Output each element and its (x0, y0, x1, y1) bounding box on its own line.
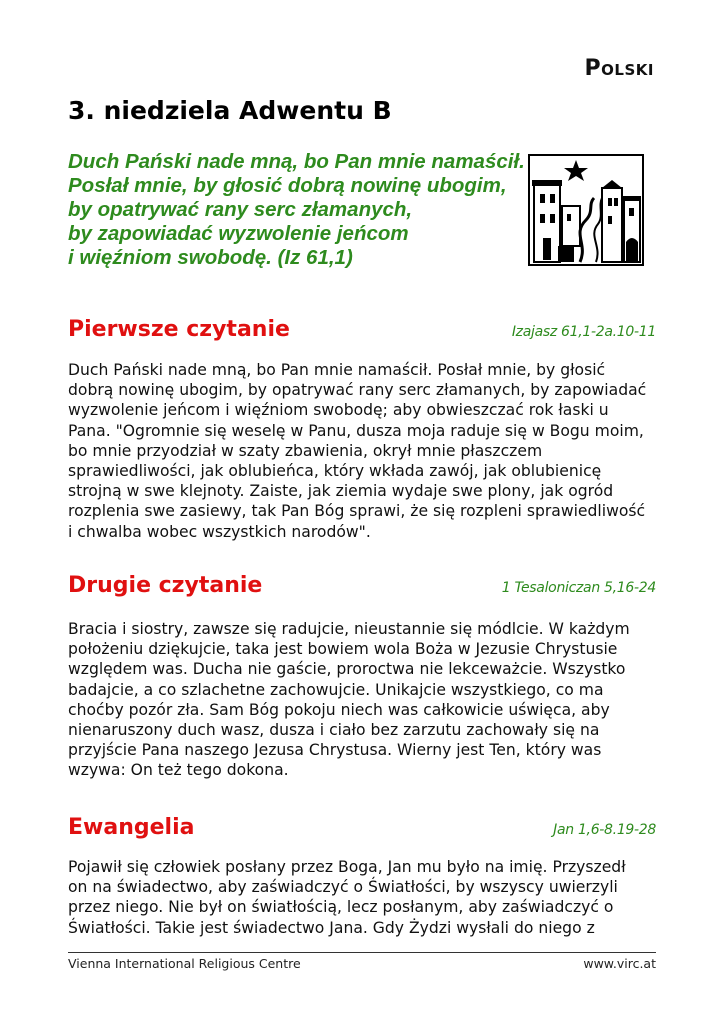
second-reading-text (68, 619, 668, 781)
quote-line: by zapowiadać wyzwolenie jeńcom (68, 222, 409, 245)
text-line: nienaruszony duch wasz, dusza i ciało bez zarzutu zachowały się na (68, 721, 600, 740)
text-line: i chwalba wobec wszystkich narodów". (68, 522, 371, 541)
text-line: względem was. Ducha nie gaście, proroctwa nie lekceważcie. Wszystko (68, 660, 626, 679)
text-line: badajcie, a co szlachetne zachowujcie. Unikajcie wszystkiego, co ma (68, 680, 604, 699)
footer-organization: Vienna International Religious Centre (68, 956, 301, 971)
text-line: bo mnie przyodział w szaty zbawienia, okrył mnie płaszczem (68, 441, 543, 460)
text-line: położeniu dziękujcie, taka jest bowiem wola Boża w Jezusie Chrystusie (68, 640, 618, 659)
section-header-second-reading (68, 566, 656, 598)
page-title: 3. niedziela Adwentu B (68, 96, 392, 125)
text-line: dobrą nowinę ubogim, by opatrywać rany serc złamanych, by zapowiadać (68, 381, 647, 400)
section-header-first-reading (68, 310, 656, 342)
language-label: Polski (584, 56, 654, 81)
text-line: Pojawił się człowiek posłany przez Boga, Jan mu było na imię. Przyszedł (68, 858, 626, 876)
scripture-reference: Izajasz 61,1-2a.10-11 (511, 324, 656, 340)
text-line: rozplenia swe zasiewy, tak Pan Bóg sprawi, że się rozpleni sprawiedliwość (68, 502, 646, 521)
gospel-text (68, 857, 668, 938)
text-line: strojną w swe klejnoty. Zaiste, jak ziemia wydaje swe plony, jak ogród (68, 482, 614, 501)
text-line: Duch Pański nade mną, bo Pan mnie namaścił. Posłał mnie, by głosić (68, 361, 606, 379)
quote-line: Posłał mnie, by głosić dobrą nowinę ubogim, (68, 174, 507, 197)
text-line: przez niego. Nie był on światłością, lecz posłanym, aby zaświadczyć o (68, 898, 614, 917)
text-line: on na świadectwo, aby zaświadczyć o Światłości, by wszyscy uwierzyli (68, 878, 618, 897)
quote-line: Duch Pański nade mną, bo Pan mnie namaścił. (68, 150, 525, 173)
text-line: Pana. "Ogromnie się weselę w Panu, dusza moja raduje się w Bogu moim, (68, 421, 644, 440)
first-reading-text (68, 360, 668, 542)
text-line: przyjście Pana naszego Jezusa Chrystusa. Wierny jest Ten, który was (68, 741, 602, 760)
text-line: wzywa: On też tego dokona. (68, 761, 289, 780)
scripture-reference: 1 Tesaloniczan 5,16-24 (501, 580, 656, 596)
scripture-reference: Jan 1,6-8.19-28 (553, 822, 656, 838)
quote-line: by opatrywać rany serc złamanych, (68, 198, 413, 221)
footer-website: www.virc.at (583, 956, 656, 971)
text-line: choćby pozór zła. Sam Bóg pokoju niech was całkowicie uświęca, aby (68, 700, 610, 719)
text-line: Światłości. Takie jest świadectwo Jana. Gdy Żydzi wysłali do niego z (68, 918, 595, 937)
section-header-gospel (68, 808, 656, 840)
text-line: Bracia i siostry, zawsze się radujcie, nieustannie się módlcie. W każdym (68, 620, 630, 638)
quote-line: i więźniom swobodę. (Iz 61,1) (68, 246, 353, 269)
opening-quote (68, 150, 525, 270)
text-line: sprawiedliwości, jak oblubieńca, który wkłada zawój, jak oblubienicę (68, 462, 602, 481)
section-title: Ewangelia (68, 815, 195, 840)
text-line: wyzwolenie jeńcom i więźniom swobodę; aby obwieszczać rok łaski u (68, 401, 609, 420)
bethlehem-town-star-illustration (528, 154, 644, 266)
footer-divider (68, 952, 656, 953)
section-title: Drugie czytanie (68, 573, 263, 598)
section-title: Pierwsze czytanie (68, 317, 290, 342)
